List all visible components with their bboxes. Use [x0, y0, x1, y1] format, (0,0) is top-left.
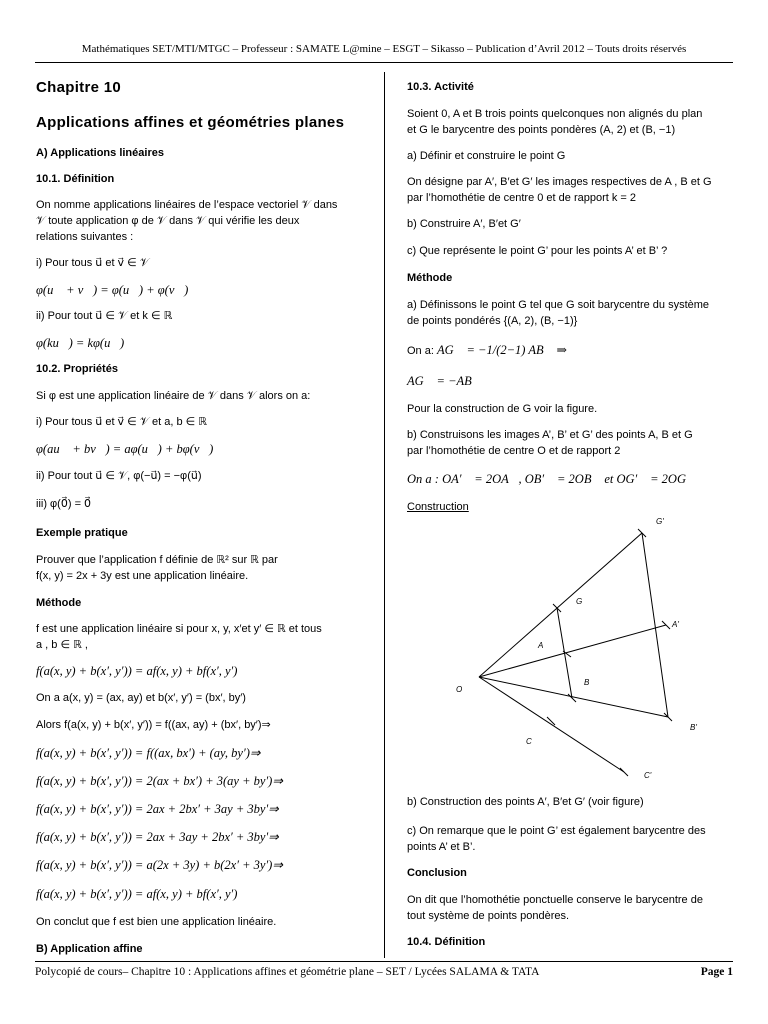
segment-G2B2 — [642, 533, 668, 717]
solution-line-5: par l’homothétie de centre O et de rapport 2 — [407, 445, 621, 457]
ray-OA — [479, 625, 666, 677]
relation-1-formula: φ(u⃗ + v⃗) = φ(u⃗) + φ(v⃗) — [36, 283, 189, 297]
definition-line-3: relations suivantes : — [36, 231, 134, 243]
construction-label: Construction — [407, 501, 469, 513]
method-heading-right: Méthode — [407, 272, 453, 284]
answer-c-line-1: c) On remarque que le point G’ est également barycentre des — [407, 825, 706, 837]
activity-question-b: b) Construire A′, B′et G′ — [407, 218, 521, 230]
label-A: A — [538, 641, 544, 650]
conclusion-left: On conclut que f est bien une application linéaire. — [36, 916, 277, 928]
relation-1-text: i) Pour tous u⃗ et v⃗ ∈ 𝒱 — [36, 257, 149, 269]
method-formula-7: f(a(x, y) + b(x′, y′)) = af(x, y) + bf(x′, y′) — [36, 887, 238, 901]
solution-line-1: a) Définissons le point G tel que G soit barycentre du système — [407, 299, 710, 311]
method-formula-6: f(a(x, y) + b(x′, y′)) = a(2x + 3y) + b(2x′ + 3y′)⇒ — [36, 858, 283, 872]
chapter-title: Applications affines et géométries planes — [36, 114, 345, 131]
label-A-prime: A' — [672, 620, 679, 629]
solution-formula-1-prefix: On a: — [407, 345, 437, 357]
segment-GB — [557, 608, 572, 698]
label-G: G — [576, 597, 583, 606]
homothety-figure — [384, 510, 768, 790]
label-C: C — [526, 737, 532, 746]
tick-A2 — [662, 621, 670, 629]
method-line-3: On a a(x, y) = (ax, ay) et b(x′, y′) = (bx′, by′) — [36, 692, 246, 704]
page-header: Mathématiques SET/MTI/MTGC – Professeur : SAMATE L@mine – ESGT – Sikasso – Publication d’Avril 2012 – Touts droits réservés — [81, 43, 687, 55]
activity-line-1: Soient 0, A et B trois points quelconques non alignés du plan — [407, 108, 703, 120]
label-B: B — [584, 678, 590, 687]
footer-rule — [35, 961, 733, 962]
solution-formula-1-body: AG⃗ = −1/(2−1) AB⃗ ⇒ — [436, 343, 567, 357]
conclusion-line-1: On dit que l’homothétie ponctuelle conserve le barycentre de — [407, 894, 703, 906]
ray-OB — [479, 677, 668, 717]
example-line-1: Prouver que l’application f définie de ℝ² sur ℝ par — [36, 554, 278, 566]
ray-OG — [479, 533, 642, 677]
property-2: ii) Pour tout u⃗ ∈ 𝒱, φ(−u⃗) = −φ(u⃗) — [36, 470, 202, 482]
label-B-prime: B' — [690, 723, 697, 732]
method-formula-1: f(a(x, y) + b(x′, y′)) = af(x, y) + bf(x′, y′) — [36, 664, 238, 678]
heading-10-1: 10.1. Définition — [36, 173, 115, 185]
activity-line-4: par l’homothétie de centre 0 et de rapport k = 2 — [407, 192, 637, 204]
solution-formula-1 — [407, 343, 567, 359]
chapter-number: Chapitre 10 — [36, 79, 121, 96]
activity-line-2: et G le barycentre des points pondères (A, 2) et (B, −1) — [407, 124, 676, 136]
activity-question-c: c) Que représente le point G’ pour les points A’ et B’ ? — [407, 245, 668, 257]
property-3: iii) φ(0⃗) = 0⃗ — [36, 498, 92, 510]
solution-line-2: de points pondérés {(A, 2), (B, −1)} — [407, 315, 578, 327]
method-formula-4: f(a(x, y) + b(x′, y′)) = 2ax + 2bx′ + 3ay + 3by'⇒ — [36, 802, 279, 816]
tick-C2 — [620, 768, 628, 776]
method-formula-2: f(a(x, y) + b(x′, y′)) = f((ax, bx') + (ay, by′)⇒ — [36, 746, 261, 760]
definition-line-2: 𝒱 toute application φ de 𝒱 dans 𝒱 qui vérifie les deux — [36, 215, 300, 227]
property-intro: Si φ est une application linéaire de 𝒱 dans 𝒱 alors on a: — [36, 390, 311, 402]
answer-c-line-2: points A’ et B’. — [407, 841, 476, 853]
label-C-prime: C' — [644, 771, 652, 780]
activity-question-a: a) Définir et construire le point G — [407, 150, 566, 162]
method-line-2: a , b ∈ ℝ , — [36, 639, 88, 651]
ray-OC — [479, 677, 624, 772]
conclusion-line-2: tout système de points pondères. — [407, 910, 570, 922]
conclusion-heading: Conclusion — [407, 867, 467, 879]
method-formula-5: f(a(x, y) + b(x′, y′)) = 2ax + 3ay + 2bx′ + 3by'⇒ — [36, 830, 279, 844]
solution-line-4: b) Construisons les images A’, B’ et G’ des points A, B et G — [407, 429, 693, 441]
heading-10-3: 10.3. Activité — [407, 81, 474, 93]
property-1-text: i) Pour tous u⃗ et v⃗ ∈ 𝒱 et a, b ∈ ℝ — [36, 416, 207, 428]
label-O: O — [456, 685, 463, 694]
method-line-1: f est une application linéaire si pour x, y, x′et y′ ∈ ℝ et tous — [36, 623, 322, 635]
definition-line-1: On nomme applications linéaires de l’espace vectoriel 𝒱 dans — [36, 199, 338, 211]
solution-line-3: Pour la construction de G voir la figure. — [407, 403, 598, 415]
answer-b: b) Construction des points A′, B′et G′ (voir figure) — [407, 796, 644, 808]
heading-10-2: 10.2. Propriétés — [36, 363, 118, 375]
example-heading: Exemple pratique — [36, 527, 128, 539]
page-footer: Polycopié de cours– Chapitre 10 : Applications affines et géométrie plane – SET / Lycées SALAMA & TATA — [35, 966, 540, 978]
method-formula-3: f(a(x, y) + b(x′, y′)) = 2(ax + bx′) + 3(ay + by′)⇒ — [36, 774, 283, 788]
relation-2-text: ii) Pour tout u⃗ ∈ 𝒱 et k ∈ ℝ — [36, 310, 173, 322]
section-b-heading: B) Application affine — [36, 943, 143, 955]
relation-2-formula: φ(ku⃗) = kφ(u⃗) — [36, 336, 125, 350]
example-line-2: f(x, y) = 2x + 3y est une application linéaire. — [36, 570, 249, 582]
page-number: Page 1 — [700, 966, 733, 978]
header-rule — [35, 62, 733, 63]
solution-formula-3: On a : OA′⃗ = 2OA⃗, OB′⃗ = 2OB⃗ et OG′⃗ = 2OG⃗ — [407, 472, 696, 486]
method-line-4: Alors f(a(x, y) + b(x′, y′)) = f((ax, ay) + (bx′, by′)⇒ — [36, 719, 271, 731]
method-heading-left: Méthode — [36, 597, 82, 609]
heading-10-4: 10.4. Définition — [407, 936, 486, 948]
solution-formula-2: AG⃗ = −AB⃗ — [407, 374, 482, 388]
property-1-formula: φ(au⃗ + bv⃗) = aφ(u⃗) + bφ(v⃗) — [36, 442, 214, 456]
label-G-prime: G' — [656, 517, 664, 526]
activity-line-3: On désigne par A′, B′et G′ les images respectives de A , B et G — [407, 176, 712, 188]
section-a-heading: A) Applications linéaires — [36, 147, 164, 159]
